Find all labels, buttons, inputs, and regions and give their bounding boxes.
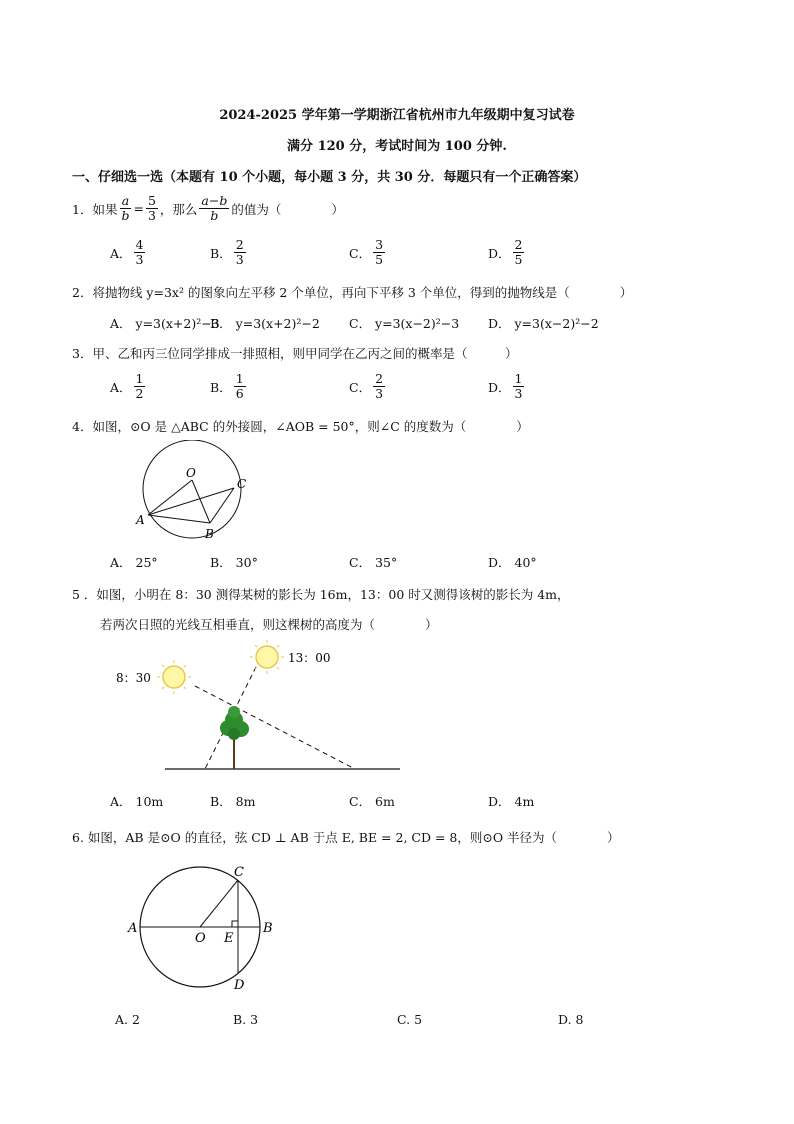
question-2: 2．将抛物线 y=3x² 的图象向左平移 2 个单位，再向下平移 3 个单位，得到的抛物线是（ ） xyxy=(72,285,633,300)
label-c: C xyxy=(234,865,244,880)
q5-tree-shadow-figure xyxy=(110,636,410,776)
question-3: 3．甲、乙和丙三位同学排成一排照相，则甲同学在乙丙之间的概率是（ ） xyxy=(72,346,518,361)
q1-cond-den: b xyxy=(121,208,130,224)
label-o: O xyxy=(186,466,196,480)
q4-option-c[interactable]: C． 35° xyxy=(349,555,398,570)
time-afternoon-label: 13：00 xyxy=(288,651,331,665)
question-5-line-1: 5 ．如图，小明在 8：30 测得某树的影长为 16m，13：00 时又测得该树的影长为 4m， xyxy=(72,587,570,602)
option-label: C． xyxy=(349,245,372,261)
question-4: 4．如图，⊙O 是 △ABC 的外接圆，∠AOB = 50°，则∠C 的度数为（ ） xyxy=(72,419,529,434)
option-label: D． xyxy=(488,245,511,261)
exam-subtitle: 满分 120 分，考试时间为 100 分钟. xyxy=(287,139,507,154)
q1-val-den: 3 xyxy=(147,208,156,224)
q2-option-c[interactable]: C． y=3(x−2)²−3 xyxy=(349,316,460,331)
section-heading: 一、仔细选一选（本题有 10 个小题，每小题 3 分，共 30 分．每题只有一个正确答案） xyxy=(72,170,587,185)
q1-tail: 的值为（ ） xyxy=(231,201,344,217)
option-label: A． xyxy=(110,379,132,395)
q3-option-d[interactable] xyxy=(488,372,526,402)
option-num: 4 xyxy=(135,237,144,252)
option-label: D． xyxy=(488,379,511,395)
q1-option-b[interactable] xyxy=(210,238,248,268)
segment-bc xyxy=(210,488,234,523)
q1-prefix: 1．如果 xyxy=(72,201,118,217)
segment-ao xyxy=(148,480,192,515)
q3-option-b[interactable] xyxy=(210,372,248,402)
q6-circle-figure xyxy=(120,858,280,998)
q4-circle-figure xyxy=(130,440,260,546)
option-den: 2 xyxy=(135,386,144,402)
time-morning-label: 8：30 xyxy=(116,671,151,685)
label-d: D xyxy=(234,978,245,993)
option-den: 3 xyxy=(375,386,384,402)
option-num: 2 xyxy=(235,237,244,252)
q1-eq: = xyxy=(133,201,144,217)
segment-ob xyxy=(192,480,210,523)
option-den: 6 xyxy=(235,386,244,402)
q4-option-d[interactable]: D． 40° xyxy=(488,555,537,570)
q6-option-b[interactable]: B. 3 xyxy=(233,1012,259,1027)
option-den: 5 xyxy=(514,252,523,268)
right-angle-mark xyxy=(232,921,238,927)
q2-option-a[interactable]: A． y=3(x+2)²−3 xyxy=(110,316,220,331)
option-num: 2 xyxy=(514,237,523,252)
option-num: 2 xyxy=(375,371,384,386)
q5-option-b[interactable]: B． 8m xyxy=(210,794,256,809)
q4-option-a[interactable]: A． 25° xyxy=(110,555,158,570)
option-label: B． xyxy=(210,379,232,395)
sun-morning-icon xyxy=(157,660,191,694)
q2-option-b[interactable]: B． y=3(x+2)²−2 xyxy=(210,316,320,331)
tree-canopy xyxy=(220,706,249,740)
q1-expr-num: a−b xyxy=(201,193,228,208)
sun-afternoon-icon xyxy=(250,640,284,674)
label-b: B xyxy=(263,921,273,936)
option-den: 3 xyxy=(235,252,244,268)
q6-option-d[interactable]: D. 8 xyxy=(558,1012,584,1027)
q6-option-a[interactable]: A. 2 xyxy=(115,1012,140,1027)
option-num: 3 xyxy=(375,237,384,252)
q1-option-d[interactable] xyxy=(488,238,526,268)
q5-option-d[interactable]: D． 4m xyxy=(488,794,535,809)
option-num: 1 xyxy=(135,371,144,386)
option-num: 1 xyxy=(514,371,523,386)
segment-ab xyxy=(148,515,210,523)
label-c: C xyxy=(237,477,247,491)
q6-option-c[interactable]: C. 5 xyxy=(397,1012,423,1027)
q1-option-a[interactable] xyxy=(110,238,147,268)
q1-mid: ，那么 xyxy=(159,201,198,217)
circumcircle xyxy=(143,440,241,538)
question-1 xyxy=(72,194,344,224)
option-den: 5 xyxy=(375,252,384,268)
q4-option-b[interactable]: B． 30° xyxy=(210,555,258,570)
ray-morning xyxy=(195,686,355,769)
option-label: C． xyxy=(349,379,372,395)
label-b: B xyxy=(205,527,214,541)
q1-cond-num: a xyxy=(121,193,130,208)
q1-expr-den: b xyxy=(210,208,219,224)
question-5-line-2: 若两次日照的光线互相垂直，则这棵树的高度为（ ） xyxy=(100,617,438,632)
q1-value-fraction xyxy=(146,194,158,224)
q2-option-d[interactable]: D． y=3(x−2)²−2 xyxy=(488,316,599,331)
segment-ac xyxy=(148,488,234,515)
label-e: E xyxy=(224,931,234,946)
q1-val-num: 5 xyxy=(147,193,156,208)
q1-option-c[interactable] xyxy=(349,238,387,268)
question-6: 6. 如图，AB 是⊙O 的直径，弦 CD ⊥ AB 于点 E, BE = 2, CD = 8，则⊙O 半径为（ ） xyxy=(72,830,620,845)
option-num: 1 xyxy=(235,371,244,386)
option-label: B． xyxy=(210,245,232,261)
label-a: A xyxy=(128,921,138,936)
option-den: 3 xyxy=(135,252,144,268)
option-label: A． xyxy=(110,245,132,261)
option-den: 3 xyxy=(514,386,523,402)
q1-expr-fraction xyxy=(199,194,229,224)
label-o: O xyxy=(195,931,206,946)
exam-title: 2024-2025 学年第一学期浙江省杭州市九年级期中复习试卷 xyxy=(219,108,575,123)
q1-cond-fraction xyxy=(119,194,131,224)
q3-option-c[interactable] xyxy=(349,372,387,402)
q5-option-a[interactable]: A． 10m xyxy=(110,794,164,809)
q3-option-a[interactable] xyxy=(110,372,147,402)
q5-option-c[interactable]: C． 6m xyxy=(349,794,395,809)
segment-oc xyxy=(200,880,238,927)
label-a: A xyxy=(136,513,145,527)
